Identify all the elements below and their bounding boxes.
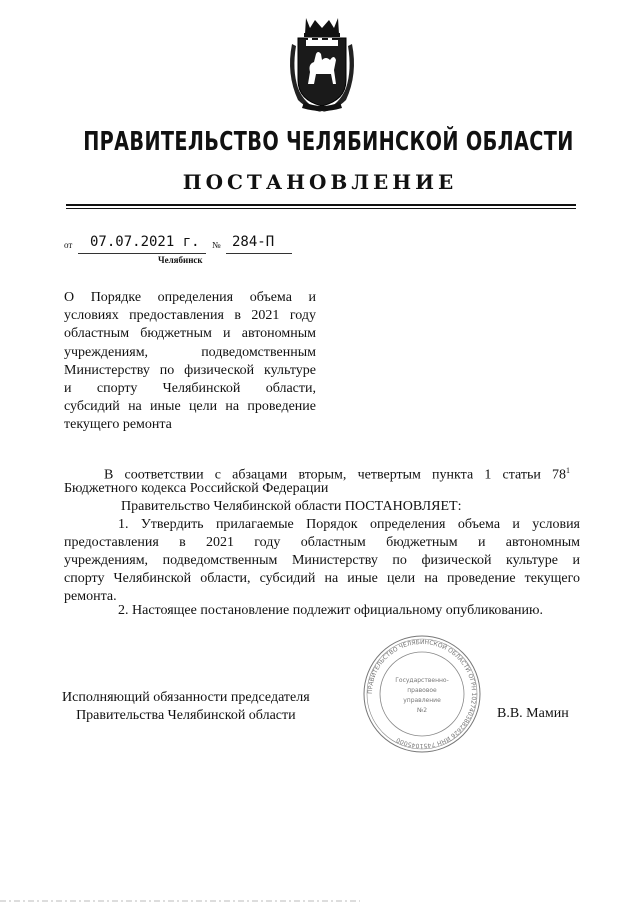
subject-line: учреждениям, подведомственным [64, 344, 316, 360]
subject-line: областным бюджетным и автономным [64, 326, 316, 342]
header-rule-thin [66, 208, 576, 209]
subject-line: и спорту Челябинской области, [64, 381, 316, 397]
document-type-title: ПОСТАНОВЛЕНИЕ [182, 170, 458, 194]
signatory-position [62, 689, 310, 725]
item-1-line: 1. Утвердить прилагаемые Порядок определения объема и условия [118, 517, 580, 532]
svg-text:ПРАВИТЕЛЬСТВО ЧЕЛЯБИНСКОЙ ОБЛА [367, 639, 477, 749]
document-date: 07.07.2021 г. [90, 234, 200, 250]
date-prefix: от [64, 240, 73, 250]
government-title: ПРАВИТЕЛЬСТВО ЧЕЛЯБИНСКОЙ ОБЛАСТИ [83, 127, 574, 157]
subject-line: Министерству по физической культуре [64, 362, 316, 378]
seal-center-line: правовое [407, 687, 437, 694]
seal-ring-text: ПРАВИТЕЛЬСТВО ЧЕЛЯБИНСКОЙ ОБЛАСТИ ОГРН 1027403882626 ИНН 7451045000 [366, 638, 478, 750]
seal-center-line: №2 [416, 707, 428, 714]
subject-line: О Порядке определения объема и [64, 290, 316, 305]
item-2-line: 2. Настоящее постановление подлежит официальному опубликованию. [118, 603, 543, 618]
subject-line: условиях предоставления в 2021 году [64, 308, 316, 324]
seal-center-line: Государственно- [395, 677, 449, 684]
subject-line: субсидий на иные цели на проведение [64, 399, 316, 415]
number-prefix: № [212, 240, 221, 250]
coat-of-arms-icon [284, 14, 360, 114]
city-name: Челябинск [158, 255, 203, 265]
item-1-line: предоставления в 2021 году областным бюджетным и автономным [64, 535, 580, 550]
item-1-line: ремонта. [64, 589, 117, 604]
item-1-line: учреждениям, подведомственным Министерству по физической культуре и [64, 553, 580, 568]
signatory-position-line: Исполняющий обязанности председателя [62, 690, 310, 705]
seal-icon [358, 632, 486, 756]
signatory-name: В.В. Мамин [497, 706, 569, 721]
resolves-line: Правительство Челябинской области ПОСТАНОВЛЯЕТ: [121, 499, 462, 514]
official-seal-stamp [358, 632, 486, 756]
subject-line: текущего ремонта [64, 417, 172, 433]
intro-text: В соответствии с абзацами вторым, четвертым пункта 1 статьи 78 [104, 467, 566, 483]
intro-paragraph-continued: Бюджетного кодекса Российской Федерации [64, 481, 329, 496]
signatory-position-line: Правительства Челябинской области [76, 708, 296, 723]
intro-superscript: 1 [566, 466, 570, 475]
document-subject [64, 289, 316, 435]
coat-of-arms-emblem [284, 14, 360, 114]
document-number: 284-П [232, 234, 275, 250]
scan-artifact [0, 898, 640, 904]
header-rule-thick [66, 204, 576, 206]
item-1-line: спорту Челябинской области, субсидий на иные цели на проведение текущего [64, 571, 580, 586]
number-underline [226, 253, 292, 254]
date-underline [78, 253, 206, 254]
seal-center-line: управление [403, 697, 441, 704]
